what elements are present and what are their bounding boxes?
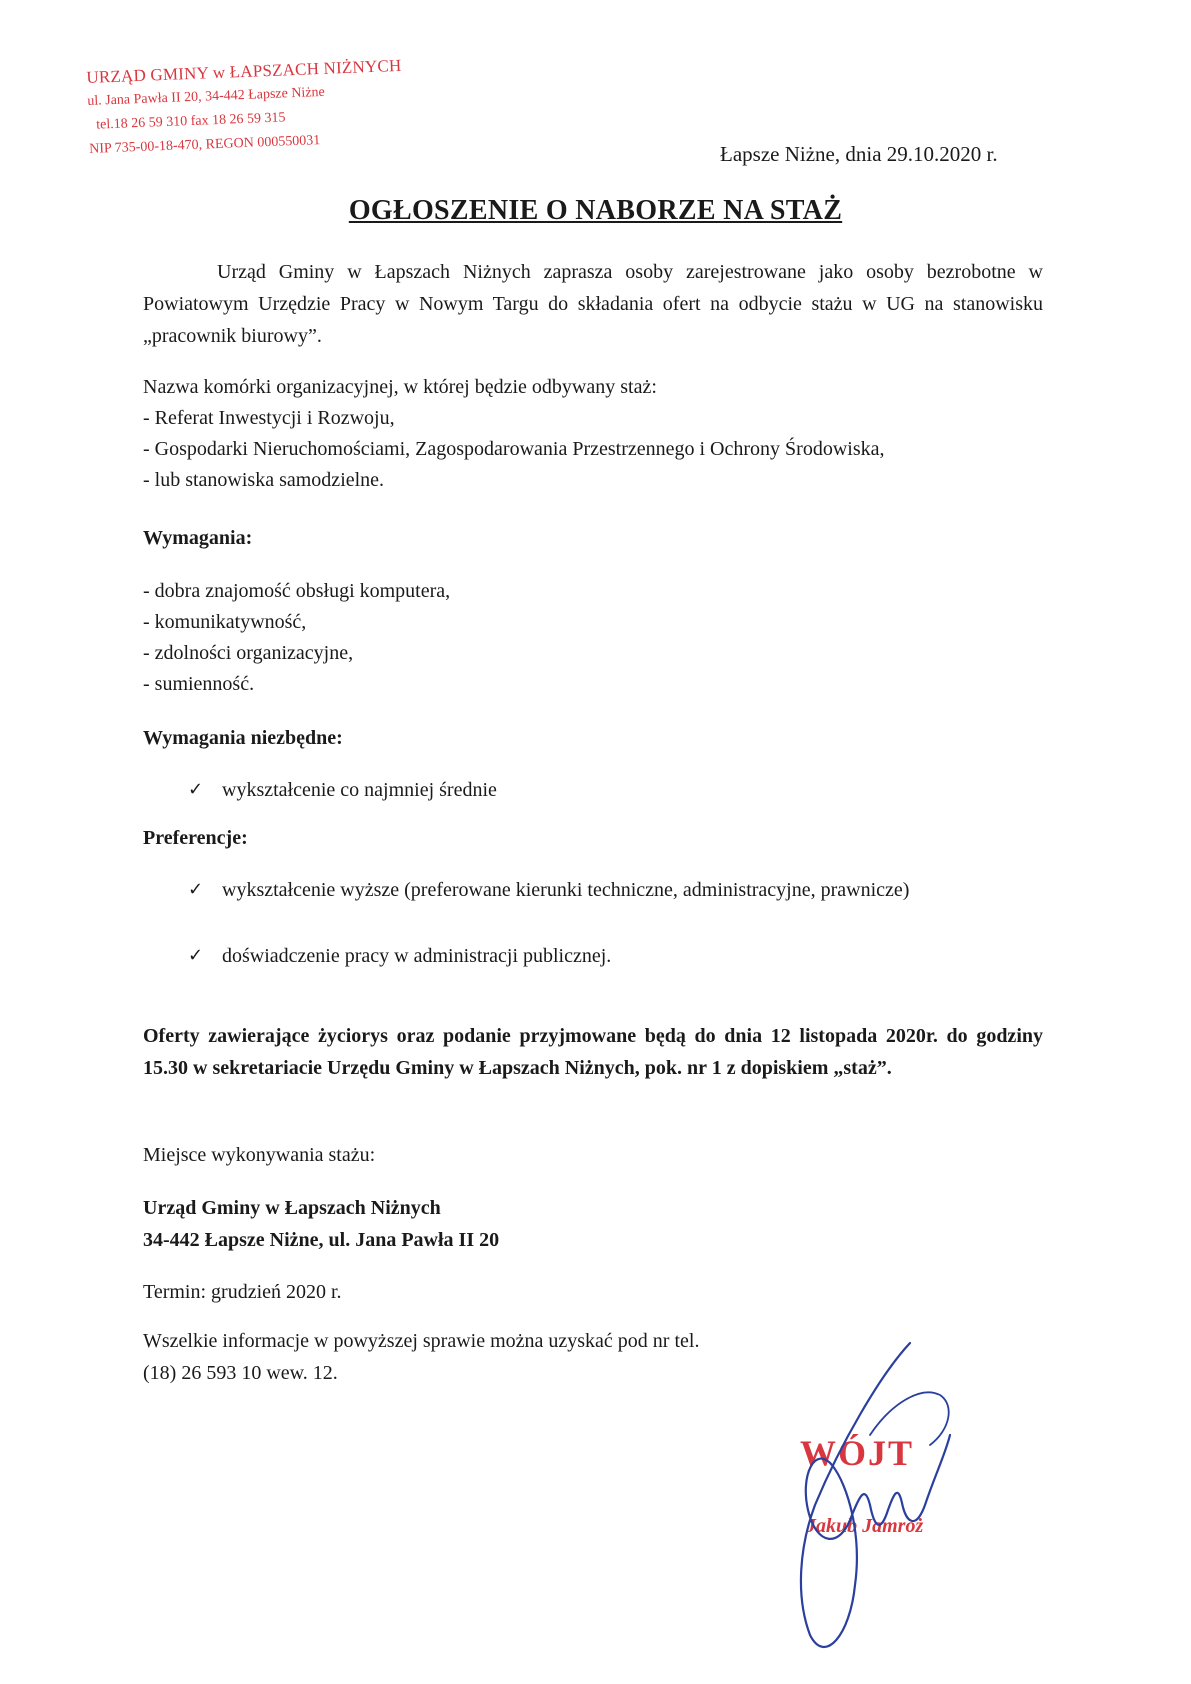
preferences-item — [188, 874, 1046, 906]
preferences-item-text: doświadczenie pracy w administracji publicznej. — [222, 945, 612, 967]
signature-stamp-title: WÓJT — [800, 1433, 915, 1473]
intro-paragraph: Urząd Gminy w Łapszach Niżnych zaprasza osoby zarejestrowane jako osoby bezrobotne w Powiatowym Urzędzie Pracy w Nowym Targu do składania ofert na odbycie stażu w UG na stanowisku „pracownik biurowy”. — [143, 261, 1043, 347]
requirements-item: - sumienność. — [143, 673, 255, 695]
checkmark-icon: ✓ — [188, 945, 204, 966]
mandatory-item — [188, 774, 1048, 806]
requirements-item: - dobra znajomość obsługi komputera, — [143, 580, 451, 602]
units-item: - Gospodarki Nieruchomościami, Zagospodarowania Przestrzennego i Ochrony Środowiska, — [143, 438, 885, 460]
address-line: Urząd Gminy w Łapszach Niżnych — [143, 1197, 441, 1219]
term-line: Termin: grudzień 2020 r. — [143, 1281, 342, 1303]
document-date: Łapsze Niżne, dnia 29.10.2020 r. — [720, 142, 998, 166]
checkmark-icon: ✓ — [188, 879, 204, 900]
signature-stamp-name: Jakub Jamroż — [806, 1515, 924, 1537]
stamp-office-name: URZĄD GMINY w ŁAPSZACH NIŻNYCH — [86, 55, 402, 87]
info-phone: (18) 26 593 10 wew. 12. — [143, 1362, 338, 1384]
preferences-item — [188, 940, 1048, 972]
address-block — [143, 1192, 499, 1256]
office-stamp — [86, 54, 405, 162]
handwritten-signature — [770, 1335, 1010, 1665]
document-title: OGŁOSZENIE O NABORZE NA STAŻ — [348, 195, 843, 226]
requirements-item: - zdolności organizacyjne, — [143, 642, 354, 664]
address-line: 34-442 Łapsze Niżne, ul. Jana Pawła II 20 — [143, 1229, 500, 1251]
stamp-phone: tel.18 26 59 310 fax 18 26 59 315 — [95, 110, 286, 133]
preferences-heading: Preferencje: — [143, 827, 248, 849]
mandatory-item-text: wykształcenie co najmniej średnie — [222, 779, 497, 801]
checkmark-icon: ✓ — [188, 779, 204, 800]
place-label: Miejsce wykonywania stażu: — [143, 1144, 376, 1166]
deadline-paragraph: Oferty zawierające życiorys oraz podanie przyjmowane będą do dnia 12 listopada 2020r. do godziny 15.30 w sekretariacie Urzędu Gminy w Łapszach Niżnych, pok. nr 1 z dopiskiem „staż”. — [143, 1025, 1043, 1079]
preferences-item-text: wykształcenie wyższe (preferowane kierunki techniczne, administracyjne, prawnicze) — [222, 879, 910, 901]
units-lead: Nazwa komórki organizacyjnej, w której będzie odbywany staż: — [143, 376, 657, 398]
info-line: Wszelkie informacje w powyższej sprawie można uzyskać pod nr tel. — [143, 1330, 700, 1352]
units-section — [143, 372, 1063, 496]
requirements-item: - komunikatywność, — [143, 611, 307, 633]
requirements-heading: Wymagania: — [143, 527, 253, 549]
stamp-tax-ids: NIP 735-00-18-470, REGON 000550031 — [88, 133, 321, 157]
units-item: - Referat Inwestycji i Rozwoju, — [143, 407, 395, 429]
requirements-list — [143, 576, 1063, 700]
units-item: - lub stanowiska samodzielne. — [143, 469, 385, 491]
mandatory-heading: Wymagania niezbędne: — [143, 727, 343, 749]
stamp-address: ul. Jana Pawła II 20, 34-442 Łapsze Niżne — [87, 84, 326, 109]
